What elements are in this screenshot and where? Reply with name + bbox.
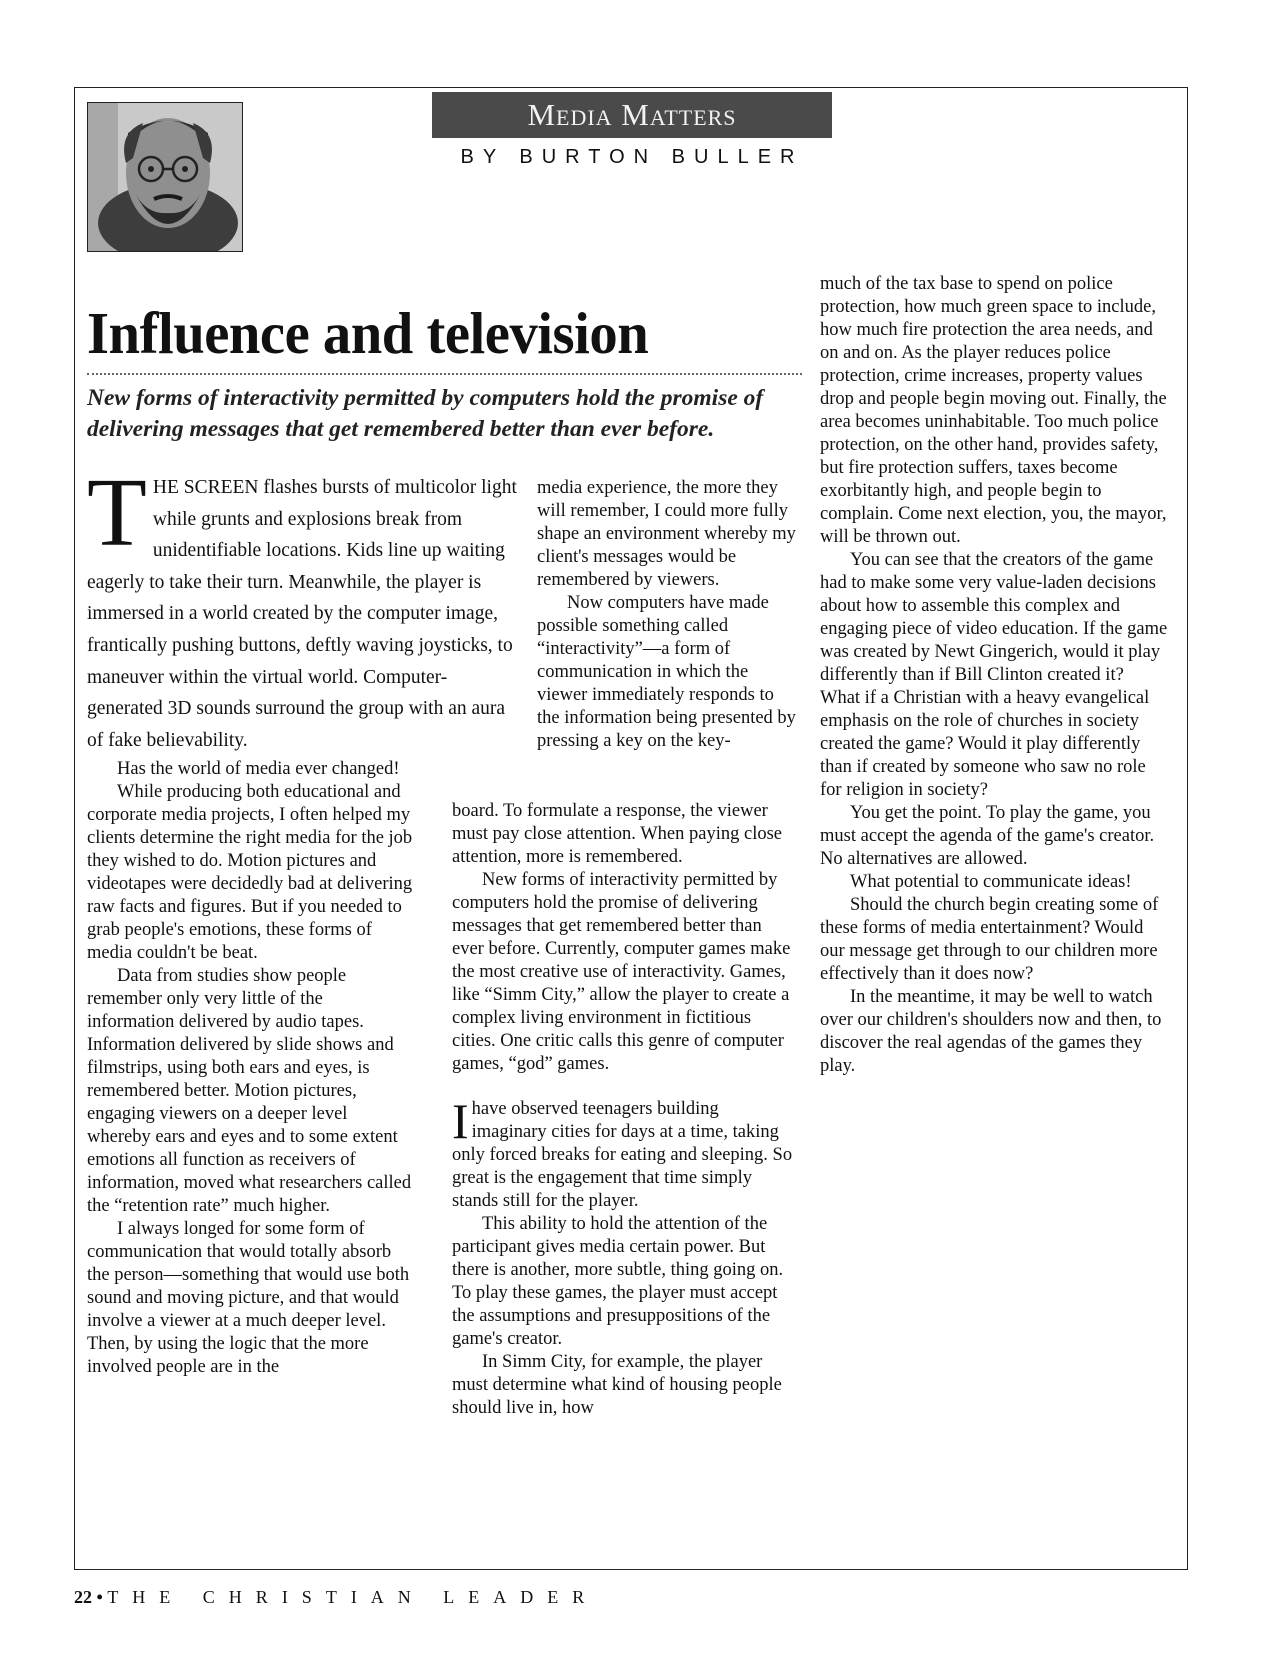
paragraph: In Simm City, for example, the player must determine what kind of housing people should live in, how xyxy=(452,1352,782,1418)
column-banner: Media Matters xyxy=(432,92,832,138)
title-divider xyxy=(87,373,802,375)
column-3 xyxy=(820,273,1168,1078)
author-photo xyxy=(87,102,243,252)
initcap-paragraph xyxy=(452,1093,798,1213)
article-deck: New forms of interactivity permitted by computers hold the promise of delivering messages that get remembered better than ever before. xyxy=(87,385,764,442)
column-2-top xyxy=(537,477,799,753)
paragraph: Now computers have made possible something called “interactivity”—a form of communication in which the viewer immediately responds to the information being presented by pressing a key on the key- xyxy=(537,593,796,751)
paragraph: You can see that the creators of the game had to make some very value-laden decisions about how to assemble this complex and engaging piece of video education. If the game was created by Newt Gingerich, would it play differently than if Bill Clinton created it? What if a Christian with a heavy evangelical emphasis on the role of churches in society created the game? Would it play differently than if created by someone who saw no role for religion in society? xyxy=(820,550,1168,800)
column-2 xyxy=(452,800,798,1420)
footer-separator: • xyxy=(96,1587,103,1607)
paragraph: New forms of interactivity permitted by computers hold the promise of delivering messages that get remembered better than ever before. Currently, computer games make the most creative use of interactivity. Games, like “Simm City,” allow the player to create a complex living environment in fictitious cities. One critic calls this genre of computer games, “god” games. xyxy=(452,870,791,1074)
lead-text: flashes bursts of multicolor light while grunts and explosions break from unidentifiable locations. Kids line up waiting eagerly to take their turn. Meanwhile, the player is immersed in a world created by the computer image, frantically pushing buttons, deftly waving joysticks, to maneuver within the virtual world. Computer-generated 3D sounds surround the group with an aura of fake believability. xyxy=(87,477,517,751)
author-portrait-image xyxy=(88,103,243,252)
page-footer xyxy=(74,1587,598,1608)
column-1 xyxy=(87,758,413,1379)
paragraph: What potential to communicate ideas! xyxy=(850,872,1132,892)
lead-paragraph xyxy=(87,459,520,756)
paragraph: board. To formulate a response, the viewer must pay close attention. When paying close attention, more is remembered. xyxy=(452,801,783,867)
byline: BY BURTON BULLER xyxy=(460,146,804,168)
publication-name: THE CHRISTIAN LEADER xyxy=(107,1587,599,1607)
article-title: Influence and television xyxy=(87,300,649,366)
paragraph: You get the point. To play the game, you must accept the agenda of the game's creator. No alternatives are allowed. xyxy=(820,803,1155,869)
page-number: 22 xyxy=(74,1587,92,1607)
paragraph: Has the world of media ever changed! xyxy=(117,759,400,779)
initial-cap: I xyxy=(452,1093,469,1149)
drop-cap: T xyxy=(87,459,147,567)
paragraph: much of the tax base to spend on police protection, how much green space to include, how much fire protection the area needs, and on and on. As the player reduces police protection, crime increases, property values drop and people begin moving out. Finally, the area becomes uninhabitable. Too much police protection, on the other hand, provides safety, but fire protection suffers, taxes become exorbitantly high, and people begin to complain. Come next election, you, the mayor, will be thrown out. xyxy=(820,274,1167,547)
paragraph: While producing both educational and corporate media projects, I often helped my clients determine the right media for the job they wished to do. Motion pictures and videotapes were decidedly bad at delivering raw facts and figures. But if you needed to grab people's emotions, these forms of media couldn't be beat. xyxy=(87,782,413,963)
lead-smallcaps: HE SCREEN xyxy=(152,477,259,498)
paragraph: Should the church begin creating some of these forms of media entertainment? Would our message get through to our children more effectively than it does now? xyxy=(820,895,1159,984)
paragraph: Data from studies show people remember only very little of the information delivered by audio tapes. Information delivered by slide shows and filmstrips, using both ears and eyes, is remembered better. Motion pictures, engaging viewers on a deeper level whereby ears and eyes and to some extent emotions all function as receivers of information, moved what researchers called the “retention rate” much higher. xyxy=(87,966,412,1216)
paragraph: This ability to hold the attention of the participant gives media certain power. But there is another, more subtle, thing going on. To play these games, the player must accept the assumptions and presuppositions of the game's creator. xyxy=(452,1214,784,1349)
paragraph: media experience, the more they will remember, I could more fully shape an environment whereby my client's messages would be remembered by viewers. xyxy=(537,478,796,590)
paragraph: In the meantime, it may be well to watch over our children's shoulders now and then, to discover the real agendas of the games they play. xyxy=(820,987,1162,1076)
paragraph: I always longed for some form of communication that would totally absorb the person—something that would use both sound and moving picture, and that would involve a viewer at a much deeper level. Then, by using the logic that the more involved people are in the xyxy=(87,1219,410,1377)
initcap-text: have observed teenagers building imaginary cities for days at a time, taking only forced breaks for eating and sleeping. So great is the engagement that time simply stands still for the player. xyxy=(452,1099,793,1211)
